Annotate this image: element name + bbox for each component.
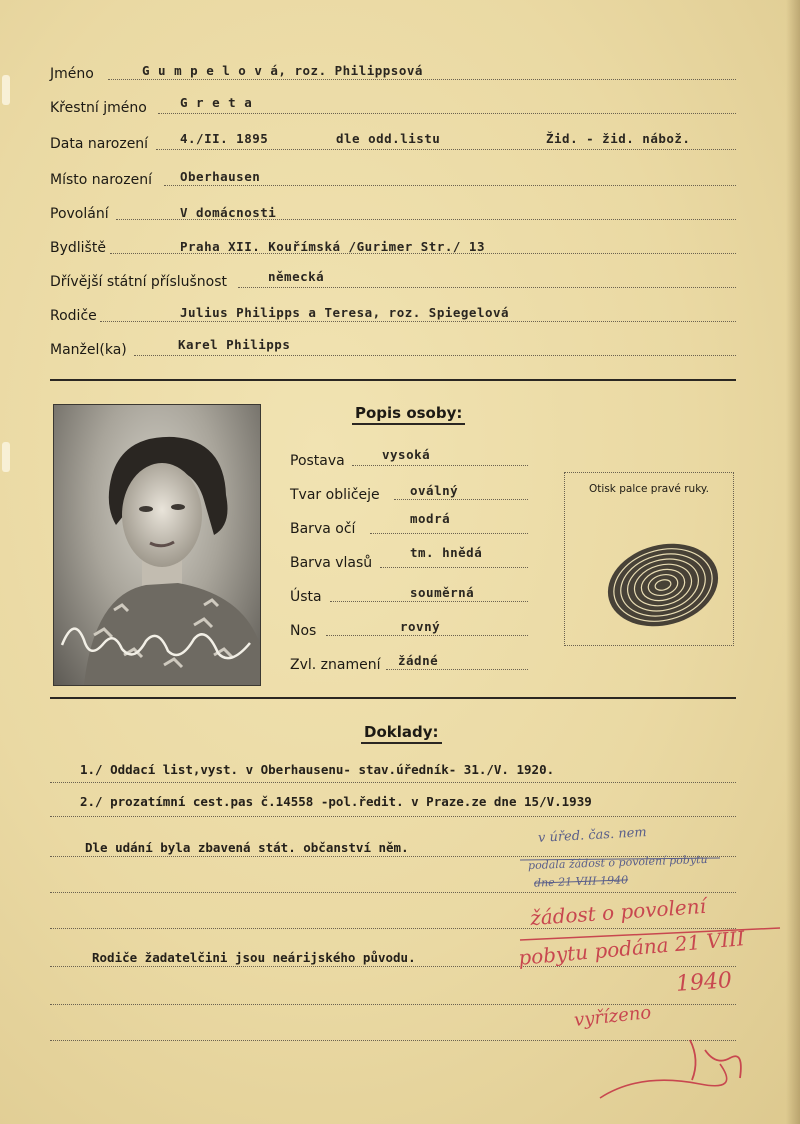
postava-value: vysoká (382, 447, 431, 462)
row-tvar (290, 482, 528, 504)
vlasy-value: tm. hnědá (410, 545, 483, 560)
fingerprint-box (564, 472, 734, 646)
vlasy-label: Barva vlasů (290, 555, 373, 571)
section-divider (50, 697, 736, 699)
tvar-value: oválný (410, 483, 459, 498)
data-note: dle odd.listu (336, 131, 441, 146)
row-rodice (50, 304, 736, 326)
portrait-image (54, 405, 260, 685)
binder-hole (2, 442, 10, 472)
paper-edge-shadow (786, 0, 800, 1124)
pencil-note-2: podala žádost o povolení pobytu (527, 852, 708, 873)
fingerprint-caption: Otisk palce pravé ruky. (589, 483, 709, 495)
doc-item-2: 2./ prozatímní cest.pas č.14558 -pol.ředit. v Praze.ze dne 15/V.1939 (80, 794, 592, 809)
postava-label: Postava (290, 453, 345, 469)
doklady-title: Doklady: (361, 723, 442, 744)
misto-label: Místo narození (50, 172, 152, 188)
rodice-value: Julius Philipps a Teresa, roz. Spiegelová (180, 305, 510, 320)
pencil-note-3: dne 21 VIII 1940 (533, 873, 629, 890)
doc-origin-note: Rodiče žadatelčini jsou neárijského původu. (92, 950, 416, 965)
manzel-value: Karel Philipps (178, 337, 291, 352)
row-oci (290, 511, 528, 538)
nos-label: Nos (290, 623, 317, 639)
doc-line (50, 816, 736, 817)
bydliste-label: Bydliště (50, 240, 106, 256)
red-note-2: pobytu podána 21 VIII (517, 926, 746, 970)
row-krestni (50, 96, 736, 118)
row-postava (290, 448, 528, 470)
section-divider (50, 379, 736, 381)
popis-osoby-title: Popis osoby: (352, 404, 465, 425)
pencil-note-1: v úřed. čas. nem (537, 825, 648, 846)
misto-value: Oberhausen (180, 169, 261, 184)
prislusnost-value: německá (268, 269, 325, 284)
doc-citizenship-note: Dle udání byla zbavená stát. občanství něm. (85, 840, 409, 855)
povolani-value: V domácnosti (180, 205, 277, 220)
data-value: 4./II. 1895 (180, 131, 269, 146)
doc-item-1: 1./ Oddací list,vyst. v Oberhausenu- stav.úředník- 31./V. 1920. (80, 762, 555, 777)
data-religion: Žid. - žid. nábož. (546, 131, 691, 146)
data-label: Data narození (50, 136, 149, 152)
nos-value: rovný (400, 619, 441, 634)
doc-line (50, 782, 736, 783)
znameni-label: Zvl. znamení (290, 657, 381, 673)
row-povolani (50, 202, 736, 224)
row-data-narozeni (50, 132, 736, 154)
usta-value: souměrná (410, 585, 475, 600)
prislusnost-label: Dřívější státní příslušnost (50, 274, 228, 290)
manzel-label: Manžel(ka) (50, 342, 127, 358)
row-vlasy (290, 545, 528, 572)
portrait-photo (53, 404, 261, 686)
rodice-label: Rodiče (50, 308, 97, 324)
doc-line (50, 1040, 736, 1041)
znameni-value: žádné (398, 653, 439, 668)
krestni-value: G r e t a (180, 95, 253, 110)
oci-label: Barva očí (290, 521, 356, 537)
bydliste-value: Praha XII. Kouřímská /Gurimer Str./ 13 (180, 239, 485, 254)
fingerprint-icon (565, 473, 733, 645)
red-note-3: 1940 (675, 968, 733, 997)
doc-line (50, 966, 736, 967)
row-misto (50, 168, 736, 190)
row-nos (290, 618, 528, 640)
oci-value: modrá (410, 511, 451, 526)
jmeno-label: Jméno (50, 66, 94, 82)
row-manzel (50, 338, 736, 360)
row-jmeno (50, 62, 736, 84)
doc-line (50, 892, 736, 893)
row-prislusnost (50, 270, 736, 292)
binder-hole (2, 75, 10, 105)
row-bydliste (50, 236, 736, 258)
doc-line (50, 928, 736, 929)
row-usta (290, 584, 528, 606)
red-note-1: žádost o povolení (529, 893, 707, 931)
krestni-label: Křestní jméno (50, 100, 147, 116)
povolani-label: Povolání (50, 206, 109, 222)
usta-label: Ústa (290, 589, 322, 605)
jmeno-value: G u m p e l o v á, roz. Philippsová (142, 63, 423, 78)
tvar-label: Tvar obličeje (290, 487, 380, 503)
row-znameni (290, 652, 528, 674)
red-note-4: vyřízeno (573, 1002, 653, 1031)
